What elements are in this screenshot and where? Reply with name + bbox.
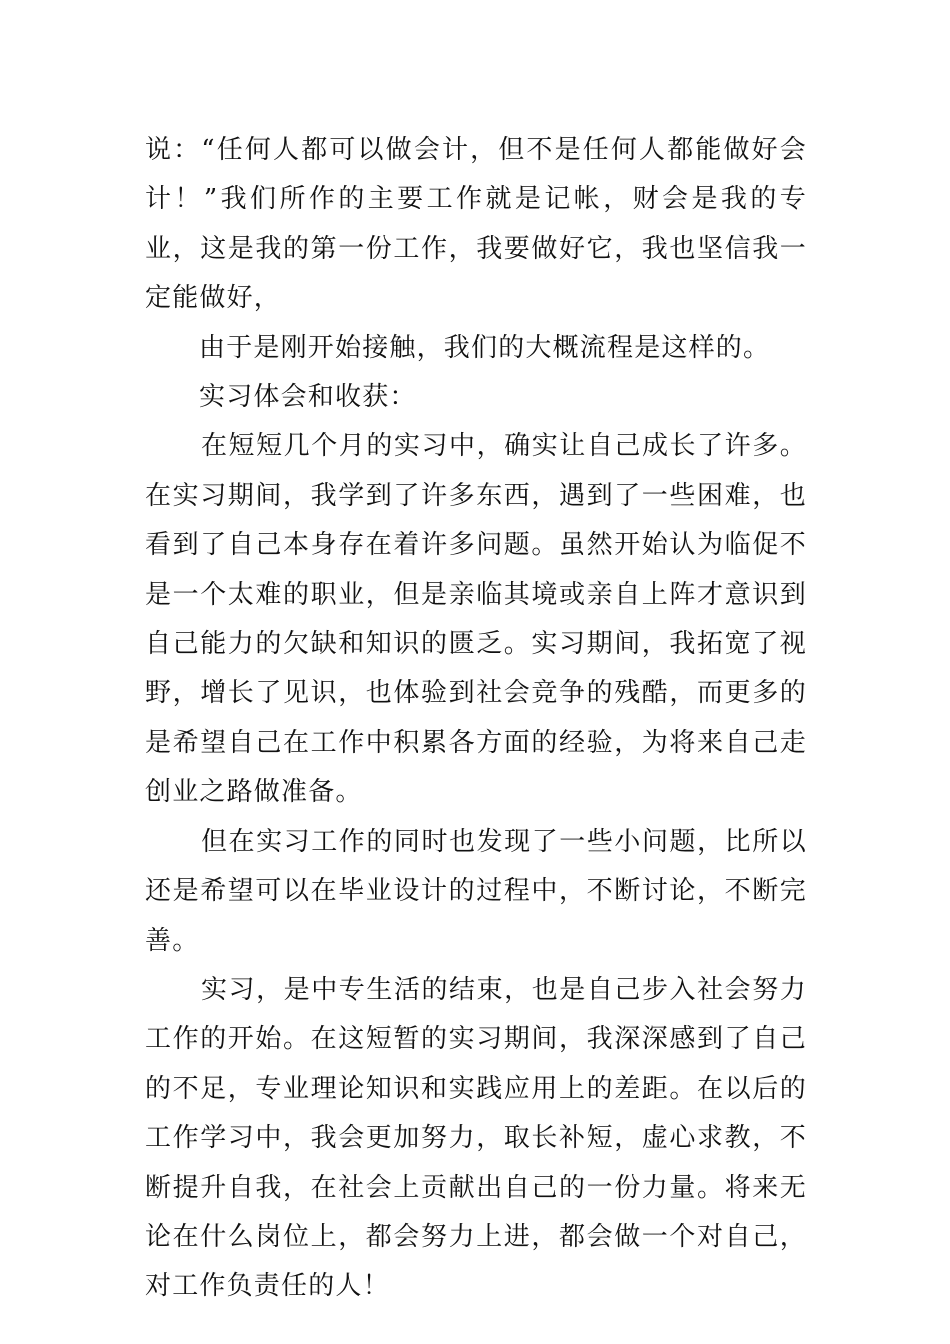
paragraph-problems: 但在实习工作的同时也发现了一些小问题，比所以还是希望可以在毕业设计的过程中，不断讨论，不断完善。: [145, 826, 807, 956]
paragraph-process: 由于是刚开始接触，我们的大概流程是这样的。: [199, 332, 771, 363]
paragraph-conclusion: 实习，是中专生活的结束，也是自己步入社会努力工作的开始。在这短暂的实习期间，我深深感到了自己的不足，专业理论知识和实践应用上的差距。在以后的工作学习中，我会更加努力，取长补短，虚心求教，不断提升自我，在社会上贡献出自己的一份力量。将来无论在什么岗位上，都会努力上进，都会做一个对自己，对工作负责任的人！: [145, 974, 807, 1302]
document-body: [145, 126, 807, 1312]
paragraph-growth: 在短短几个月的实习中，确实让自己成长了许多。在实习期间，我学到了许多东西，遇到了一些困难，也看到了自己本身存在着许多问题。虽然开始认为临促不是一个太难的职业，但是亲临其境或亲自上阵才意识到自己能力的欠缺和知识的匮乏。实习期间，我拓宽了视野，增长了见识，也体验到社会竞争的残酷，而更多的是希望自己在工作中积累各方面的经验，为将来自己走创业之路做准备。: [145, 431, 807, 808]
section-heading-experience: 实习体会和收获：: [199, 382, 417, 413]
paragraph-continuation: 说：“任何人都可以做会计，但不是任何人都能做好会计！”我们所作的主要工作就是记帐，财会是我的专业，这是我的第一份工作，我要做好它，我也坚信我一定能做好，: [145, 135, 807, 314]
